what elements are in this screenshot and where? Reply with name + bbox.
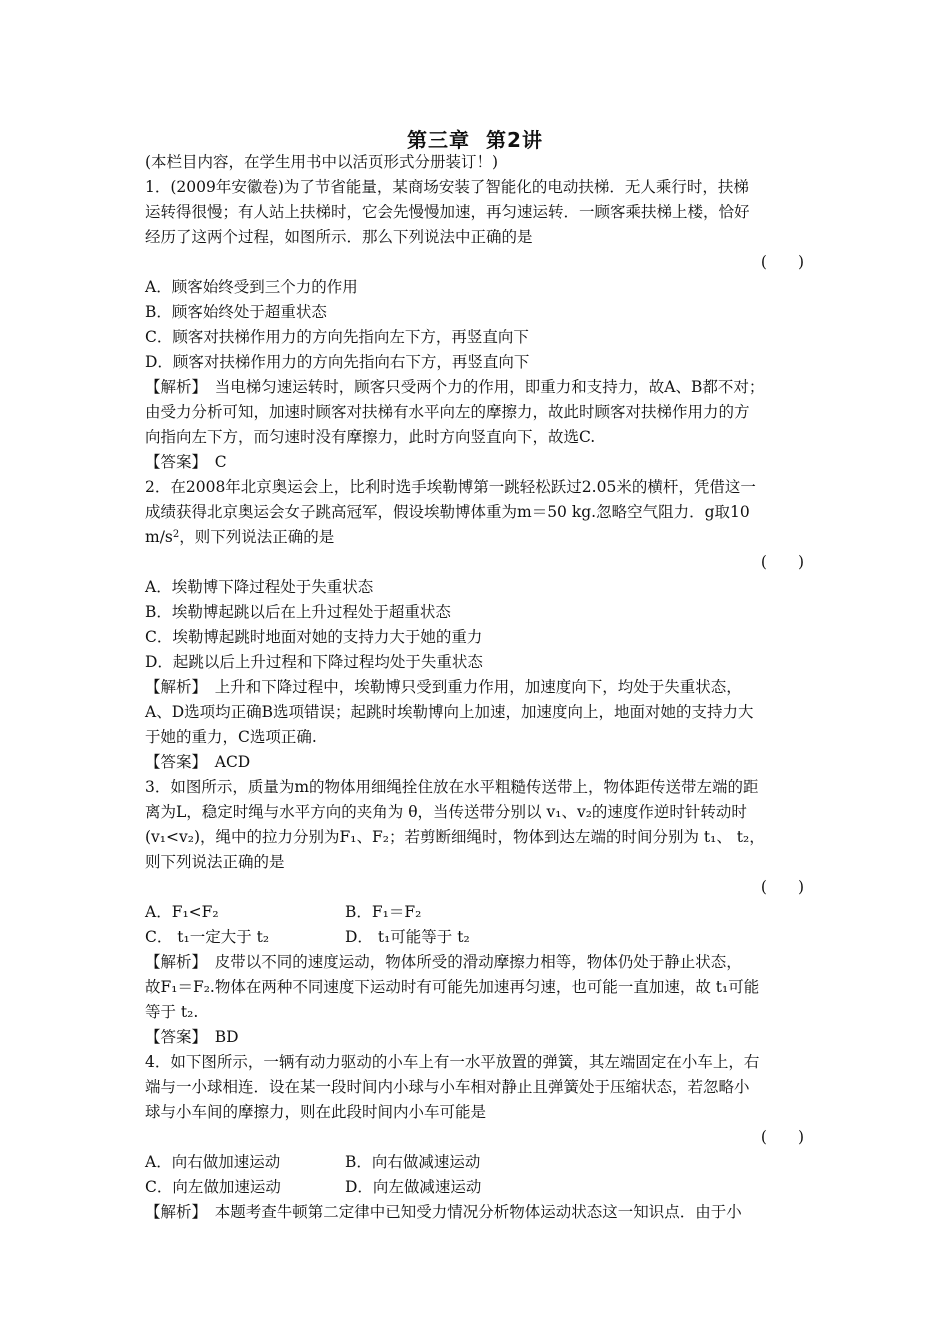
q2-stem-line: 2．在2008年北京奥运会上，比利时选手埃勒博第一跳轻松跃过2.05米的横杆，凭借这一 xyxy=(145,478,756,496)
q3-option-b: B．F₁＝F₂ xyxy=(345,903,422,921)
q2-analysis-line: 【解析】 上升和下降过程中，埃勒博只受到重力作用，加速度向下，均处于失重状态， xyxy=(145,678,742,696)
question-2 xyxy=(145,475,810,775)
chapter-label: 第三章 xyxy=(407,128,471,152)
page-title xyxy=(0,124,950,153)
q4-option-b: B．向右做减速运动 xyxy=(345,1153,481,1171)
q4-stem-line: 4．如下图所示，一辆有动力驱动的小车上有一水平放置的弹簧，其左端固定在小车上，右 xyxy=(145,1053,760,1071)
lecture-label: 第2讲 xyxy=(486,128,543,152)
q2-unit: m/s xyxy=(145,528,173,546)
q2-analysis-line: 于她的重力，C选项正确. xyxy=(145,728,317,746)
q1-option-d: D．顾客对扶梯作用力的方向先指向右下方，再竖直向下 xyxy=(145,353,530,371)
q3-option-a: A．F₁<F₂ xyxy=(145,903,219,921)
q4-answer-blank: ( ) xyxy=(760,1128,804,1146)
q3-stem-line: 3．如图所示，质量为m的物体用细绳拴住放在水平粗糙传送带上，物体距传送带左端的距 xyxy=(145,778,759,796)
binding-note: (本栏目内容，在学生用书中以活页形式分册装订！) xyxy=(145,153,499,171)
q1-stem-line: 运转得很慢；有人站上扶梯时，它会先慢慢加速，再匀速运转．一顾客乘扶梯上楼，恰好 xyxy=(145,203,750,221)
q1-analysis-line: 由受力分析可知，加速时顾客对扶梯有水平向左的摩擦力，故此时顾客对扶梯作用力的方 xyxy=(145,403,750,421)
q1-analysis-line: 【解析】 当电梯匀速运转时，顾客只受两个力的作用，即重力和支持力，故A、B都不对； xyxy=(145,378,765,396)
q1-stem-line: 经历了这两个过程，如图所示．那么下列说法中正确的是 xyxy=(145,228,533,246)
q3-stem-line: 则下列说法正确的是 xyxy=(145,853,285,871)
q2-stem-line xyxy=(145,525,810,550)
q3-analysis-line: 【解析】 皮带以不同的速度运动，物体所受的滑动摩擦力相等，物体仍处于静止状态， xyxy=(145,953,742,971)
q4-option-a: A．向右做加速运动 xyxy=(145,1153,281,1171)
q1-option-a: A．顾客始终受到三个力的作用 xyxy=(145,278,358,296)
q4-options-row xyxy=(145,1150,810,1175)
question-1 xyxy=(145,175,810,475)
question-3 xyxy=(145,775,810,1050)
q3-answer-blank: ( ) xyxy=(760,878,804,896)
q2-option-a: A．埃勒博下降过程处于失重状态 xyxy=(145,578,374,596)
q1-answer-blank: ( ) xyxy=(760,253,804,271)
q3-options-row xyxy=(145,900,810,925)
q3-answer: 【答案】 BD xyxy=(145,1028,239,1046)
q2-analysis-line: A、D选项均正确B选项错误；起跳时埃勒博向上加速，加速度向上，地面对她的支持力大 xyxy=(145,703,754,721)
q3-option-c: C． t₁一定大于 t₂ xyxy=(145,928,270,946)
q3-stem-line: 离为L，稳定时绳与水平方向的夹角为 θ，当传送带分别以 v₁、v₂的速度作逆时针转动时 xyxy=(145,803,747,821)
q3-stem-line: (v₁<v₂)，绳中的拉力分别为F₁、F₂；若剪断细绳时，物体到达左端的时间分别为 t₁、 t₂， xyxy=(145,828,765,846)
q4-option-c: C．向左做加速运动 xyxy=(145,1178,281,1196)
q2-stem-tail: ，则下列说法正确的是 xyxy=(179,528,335,546)
q1-analysis-line: 向指向左下方，而匀速时没有摩擦力，此时方向竖直向下，故选C. xyxy=(145,428,596,446)
q1-option-b: B．顾客始终处于超重状态 xyxy=(145,303,327,321)
q4-analysis-line: 【解析】 本题考查牛顿第二定律中已知受力情况分析物体运动状态这一知识点．由于小 xyxy=(145,1203,742,1221)
document-body xyxy=(145,150,810,1225)
q2-option-b: B．埃勒博起跳以后在上升过程处于超重状态 xyxy=(145,603,451,621)
q4-option-d: D．向左做减速运动 xyxy=(345,1178,482,1196)
q2-unit-exponent: 2 xyxy=(172,529,180,540)
q2-option-d: D．起跳以后上升过程和下降过程均处于失重状态 xyxy=(145,653,483,671)
q4-stem-line: 端与一小球相连．设在某一段时间内小球与小车相对静止且弹簧处于压缩状态，若忽略小 xyxy=(145,1078,750,1096)
q1-answer: 【答案】 C xyxy=(145,453,227,471)
q2-option-c: C．埃勒博起跳时地面对她的支持力大于她的重力 xyxy=(145,628,483,646)
q3-analysis-line: 等于 t₂. xyxy=(145,1003,199,1021)
q2-answer: 【答案】 ACD xyxy=(145,753,251,771)
question-4 xyxy=(145,1050,810,1225)
q1-option-c: C．顾客对扶梯作用力的方向先指向左下方，再竖直向下 xyxy=(145,328,529,346)
q4-stem-line: 球与小车间的摩擦力，则在此段时间内小车可能是 xyxy=(145,1103,487,1121)
q2-stem-line: 成绩获得北京奥运会女子跳高冠军，假设埃勒博体重为m＝50 kg.忽略空气阻力．g取10 xyxy=(145,503,750,521)
q3-analysis-line: 故F₁＝F₂.物体在两种不同速度下运动时有可能先加速再匀速，也可能一直加速，故 t₁可能 xyxy=(145,978,760,996)
q3-options-row xyxy=(145,925,810,950)
q1-stem-line: 1．(2009年安徽卷)为了节省能量，某商场安装了智能化的电动扶梯．无人乘行时，扶梯 xyxy=(145,178,749,196)
q3-option-d: D． t₁可能等于 t₂ xyxy=(345,928,470,946)
q4-options-row xyxy=(145,1175,810,1200)
q2-answer-blank: ( ) xyxy=(760,553,804,571)
